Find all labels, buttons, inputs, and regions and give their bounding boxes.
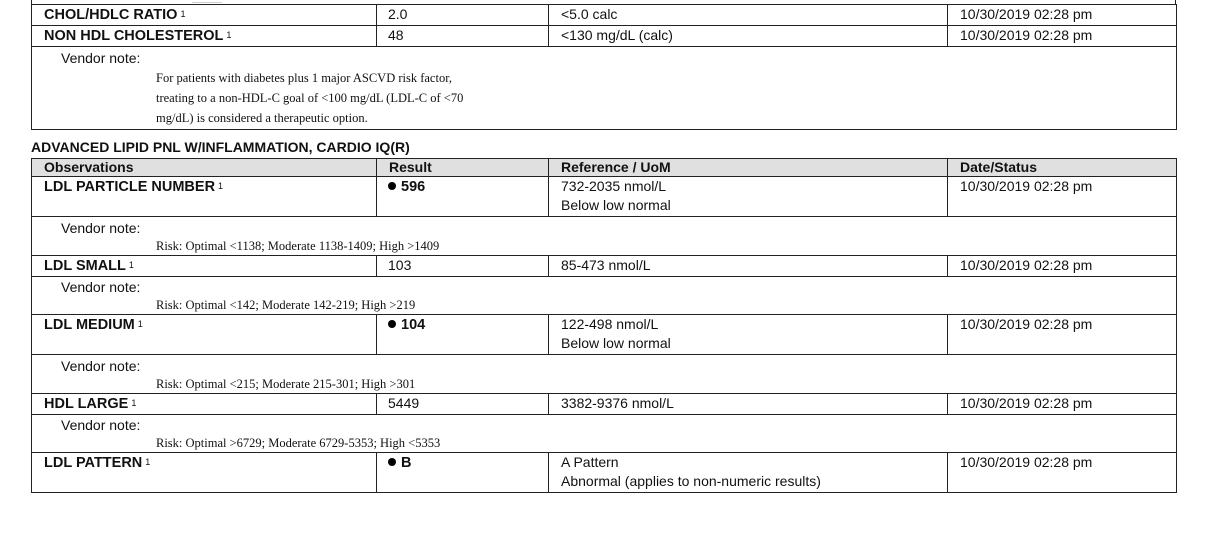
- observation-name: LDL SMALL $^1$: [32, 256, 377, 277]
- observation-name: LDL PARTICLE NUMBER $^1$: [32, 177, 377, 217]
- lipid-results-table-continued: [31, 4, 1177, 130]
- observation-name: HDL LARGE $^1$: [32, 394, 377, 415]
- result-value: 2.0: [377, 5, 549, 26]
- table-row: [32, 26, 1177, 47]
- vendor-note-row: [32, 217, 1177, 256]
- vendor-note-row: [32, 47, 1177, 130]
- reference-range: <5.0 calc: [549, 5, 948, 26]
- table-row: [32, 394, 1177, 415]
- abnormal-flag-icon: [388, 320, 396, 328]
- reference-range: 732-2035 nmol/L Below low normal: [549, 177, 948, 217]
- observation-name: LDL MEDIUM $^1$: [32, 315, 377, 355]
- observation-name: CHOL/HDLC RATIO $^1$: [32, 5, 377, 26]
- vendor-note-text: Risk: Optimal <215; Moderate 215-301; High >301: [156, 377, 416, 391]
- column-header-date-status: Date/Status: [948, 159, 1177, 177]
- reference-flag: Below low normal: [561, 335, 671, 351]
- vendor-note-label: Vendor note:: [61, 358, 141, 374]
- date-status: 10/30/2019 02:28 pm: [948, 394, 1177, 415]
- vendor-note-text: Risk: Optimal <142; Moderate 142-219; High >219: [156, 298, 416, 312]
- vendor-note-label: Vendor note:: [61, 417, 141, 433]
- reference-range: 3382-9376 nmol/L: [549, 394, 948, 415]
- reference-range: A Pattern Abnormal (applies to non-numeric results): [549, 453, 948, 493]
- vendor-note-row: [32, 277, 1177, 315]
- result-value: 104: [377, 315, 549, 355]
- date-status: 10/30/2019 02:28 pm: [948, 453, 1177, 493]
- date-status: 10/30/2019 02:28 pm: [948, 256, 1177, 277]
- vendor-note-row: [32, 415, 1177, 453]
- table-row: [32, 177, 1177, 217]
- observation-name: NON HDL CHOLESTEROL $^1$: [32, 26, 377, 47]
- vendor-note-text: For patients with diabetes plus 1 major ASCVD risk factor, treating to a non-HDL-C goal of <100 mg/dL (LDL-C of <70 mg/dL) is considered a therapeutic option.: [156, 71, 464, 125]
- table-row: [32, 256, 1177, 277]
- column-header-observations: Observations: [32, 159, 377, 177]
- result-value: B: [377, 453, 549, 493]
- result-value: 48: [377, 26, 549, 47]
- date-status: 10/30/2019 02:28 pm: [948, 26, 1177, 47]
- observation-name: LDL PATTERN $^1$: [32, 453, 377, 493]
- table-row: [32, 315, 1177, 355]
- vendor-note-label: Vendor note:: [61, 220, 141, 236]
- vendor-note-label: Vendor note:: [61, 50, 141, 66]
- date-status: 10/30/2019 02:28 pm: [948, 315, 1177, 355]
- result-value: 596: [377, 177, 549, 217]
- table-header-row: [32, 159, 1177, 177]
- abnormal-flag-icon: [388, 182, 396, 190]
- column-header-reference: Reference / UoM: [549, 159, 948, 177]
- reference-range: 85-473 nmol/L: [549, 256, 948, 277]
- table-row: [32, 453, 1177, 493]
- abnormal-flag-icon: [388, 458, 396, 466]
- previous-row-remnant: [31, 0, 1176, 4]
- reference-flag: Abnormal (applies to non-numeric results): [561, 473, 821, 489]
- lab-results-page: [31, 0, 1176, 493]
- date-status: 10/30/2019 02:28 pm: [948, 5, 1177, 26]
- result-value: 5449: [377, 394, 549, 415]
- table-row: [32, 5, 1177, 26]
- vendor-note-text: Risk: Optimal <1138; Moderate 1138-1409; High >1409: [156, 239, 440, 253]
- vendor-note-text: Risk: Optimal >6729; Moderate 6729-5353; High <5353: [156, 436, 441, 450]
- reference-range: <130 mg/dL (calc): [549, 26, 948, 47]
- column-header-result: Result: [377, 159, 549, 177]
- advanced-lipid-table: [31, 158, 1177, 493]
- reference-flag: Below low normal: [561, 197, 671, 213]
- reference-range: 122-498 nmol/L Below low normal: [549, 315, 948, 355]
- section-title: ADVANCED LIPID PNL W/INFLAMMATION, CARDIO IQ(R): [31, 139, 410, 155]
- vendor-note-label: Vendor note:: [61, 279, 141, 295]
- vendor-note-row: [32, 355, 1177, 394]
- date-status: 10/30/2019 02:28 pm: [948, 177, 1177, 217]
- result-value: 103: [377, 256, 549, 277]
